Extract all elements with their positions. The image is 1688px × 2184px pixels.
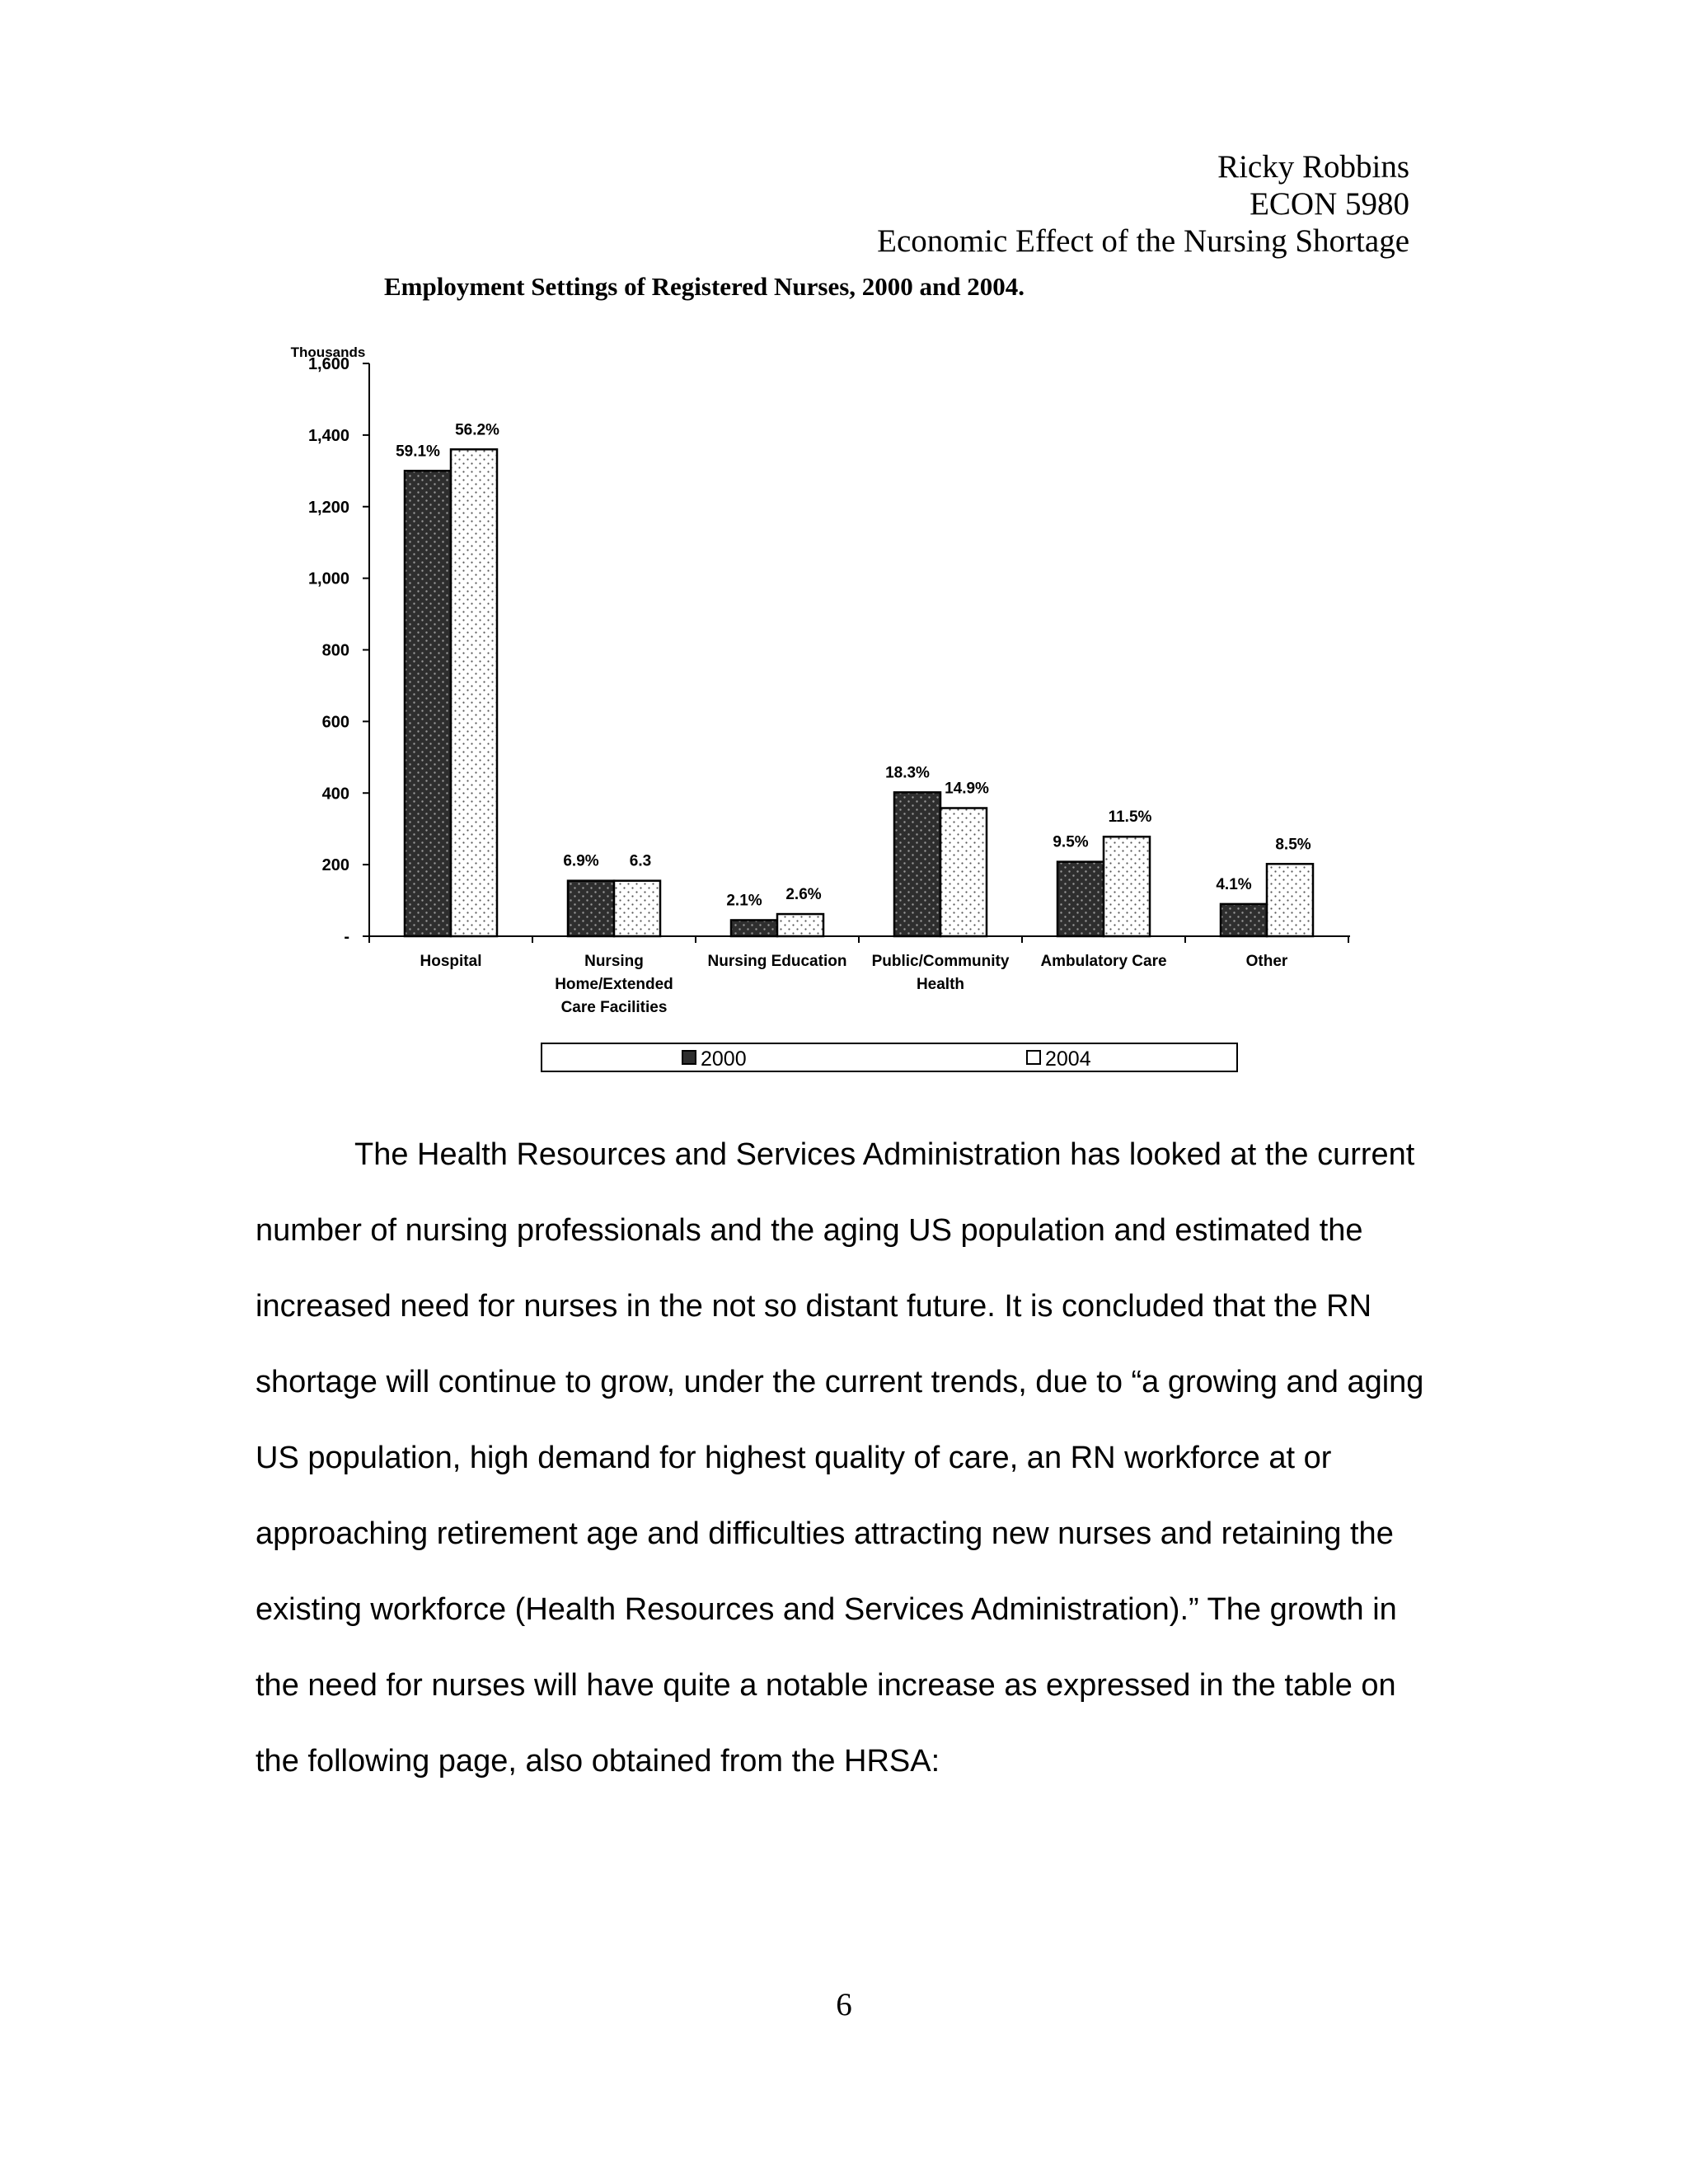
body-paragraph: The Health Resources and Services Administration has looked at the current number of nursing professionals and the aging US population and estimated the increased need for nurses in the not so distant future. It is concluded that the RN shortage will continue to grow, under the current trends, due to “a growing and aging US population, high demand for highest quality of care, an RN workforce at or approaching retirement age and difficulties attracting new nurses and retaining the existing workforce (Health Resources and Services Administration).” The growth in the need for nurses will have quite a notable increase as expressed in the table on the following page, also obtained from the HRSA: xyxy=(256,1137,1424,1779)
chart-legend xyxy=(542,1043,1237,1071)
legend-box xyxy=(542,1043,1237,1071)
data-label: 6.9% xyxy=(563,852,599,870)
x-category-label: Other xyxy=(1245,953,1288,970)
y-tick-label: 1,400 xyxy=(307,426,349,445)
chart-title: Employment Settings of Registered Nurses, 2000 and 2004. xyxy=(384,272,1025,301)
bar-2004-5 xyxy=(1267,864,1313,936)
paper-title: Economic Effect of the Nursing Shortage xyxy=(877,223,1409,259)
legend-label-2004: 2004 xyxy=(1045,1047,1091,1071)
x-category-label: Ambulatory Care xyxy=(1040,953,1167,970)
y-tick-label: 1,000 xyxy=(307,569,349,588)
data-label: 11.5% xyxy=(1108,808,1152,827)
data-label: 18.3% xyxy=(885,764,930,782)
page-number: 6 xyxy=(836,1987,852,2022)
author-name: Ricky Robbins xyxy=(1217,149,1409,185)
data-label: 14.9% xyxy=(945,780,989,798)
x-category-label: Nursing xyxy=(584,953,644,970)
x-category-label: Public/Community xyxy=(871,953,1010,970)
data-label: 9.5% xyxy=(1053,833,1089,851)
bar-2000-3 xyxy=(894,792,940,936)
data-label: 56.2% xyxy=(455,421,499,439)
bar-2000-0 xyxy=(405,471,451,936)
data-label: 2.1% xyxy=(726,892,762,910)
x-category-label: Care Facilities xyxy=(560,999,668,1016)
bar-2000-4 xyxy=(1057,862,1104,936)
chart-labels xyxy=(396,421,1311,1016)
data-label: 59.1% xyxy=(396,443,440,461)
y-tick-label: 400 xyxy=(321,785,349,804)
bar-2000-2 xyxy=(731,920,777,936)
bar-2000-5 xyxy=(1221,904,1267,936)
bar-2004-2 xyxy=(777,914,823,936)
y-axis-label: Thousands xyxy=(290,344,366,360)
data-label: 4.1% xyxy=(1216,875,1252,893)
body-text xyxy=(256,1117,1426,1799)
x-category-label: Health xyxy=(916,976,965,993)
y-tick-label: - xyxy=(344,928,349,946)
y-tick-label: 200 xyxy=(321,856,349,875)
chart-bars xyxy=(405,449,1313,936)
data-label: 8.5% xyxy=(1275,836,1311,854)
course-code: ECON 5980 xyxy=(1250,186,1409,222)
y-tick-label: 1,600 xyxy=(307,355,349,373)
data-label: 2.6% xyxy=(785,886,822,904)
bar-2004-0 xyxy=(451,449,497,936)
bar-2004-3 xyxy=(940,808,987,936)
bar-2004-4 xyxy=(1104,837,1150,936)
x-category-label: Hospital xyxy=(420,953,482,970)
legend-swatch-2000 xyxy=(682,1051,696,1064)
data-label: 6.3 xyxy=(629,852,652,870)
legend-label-2000: 2000 xyxy=(701,1047,747,1071)
legend-swatch-2004 xyxy=(1027,1051,1040,1064)
y-tick-label: 800 xyxy=(321,641,349,660)
y-tick-label: 1,200 xyxy=(307,498,349,517)
bar-2004-1 xyxy=(614,881,660,936)
x-category-label: Nursing Education xyxy=(707,953,847,970)
bar-chart xyxy=(0,0,1688,1088)
bar-2000-1 xyxy=(568,881,614,936)
y-tick-label: 600 xyxy=(321,713,349,732)
x-category-label: Home/Extended xyxy=(555,976,673,993)
